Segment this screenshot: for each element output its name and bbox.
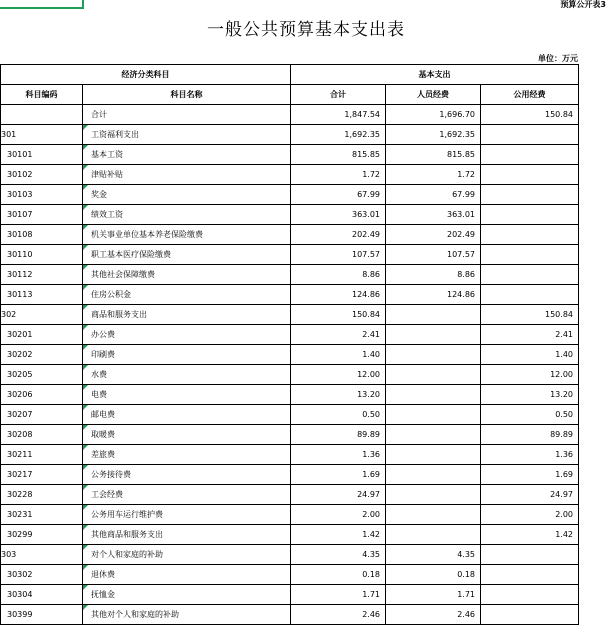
- cell-personnel[interactable]: 1,692.35: [386, 125, 481, 145]
- cell-total[interactable]: 89.89: [291, 425, 386, 445]
- cell-total[interactable]: 4.35: [291, 545, 386, 565]
- cell-total[interactable]: 67.99: [291, 185, 386, 205]
- table-row: [1, 585, 579, 605]
- table-row: [1, 265, 579, 285]
- cell-code[interactable]: 30231: [1, 505, 83, 525]
- cell-personnel[interactable]: 1.71: [386, 585, 481, 605]
- cell-code[interactable]: 30206: [1, 385, 83, 405]
- cell-personnel[interactable]: 124.86: [386, 285, 481, 305]
- sheet-tab-edge: [82, 0, 84, 9]
- cell-name[interactable]: 职工基本医疗保险缴费: [83, 245, 291, 265]
- cell-code[interactable]: 30110: [1, 245, 83, 265]
- cell-personnel[interactable]: 1.72: [386, 165, 481, 185]
- table-row: [1, 245, 579, 265]
- cell-name[interactable]: 电费: [83, 385, 291, 405]
- cell-public[interactable]: [481, 125, 579, 145]
- cell-name[interactable]: 邮电费: [83, 405, 291, 425]
- cell-public[interactable]: [481, 205, 579, 225]
- cell-code[interactable]: 30113: [1, 285, 83, 305]
- cell-name[interactable]: 工资福利支出: [83, 125, 291, 145]
- table-row: [1, 605, 579, 625]
- cell-name[interactable]: 水费: [83, 365, 291, 385]
- cell-name[interactable]: 办公费: [83, 325, 291, 345]
- cell-total[interactable]: 150.84: [291, 305, 386, 325]
- cell-name[interactable]: 奖金: [83, 185, 291, 205]
- cell-name[interactable]: 基本工资: [83, 145, 291, 165]
- cell-total[interactable]: 363.01: [291, 205, 386, 225]
- cell-total[interactable]: 107.57: [291, 245, 386, 265]
- cell-public[interactable]: 89.89: [481, 425, 579, 445]
- cell-name[interactable]: 住房公积金: [83, 285, 291, 305]
- cell-total[interactable]: 202.49: [291, 225, 386, 245]
- cell-personnel[interactable]: [386, 385, 481, 405]
- cell-name[interactable]: 合计: [83, 105, 291, 125]
- table-row: [1, 225, 579, 245]
- cell-public[interactable]: [481, 245, 579, 265]
- cell-name[interactable]: 取暖费: [83, 425, 291, 445]
- cell-code[interactable]: 30103: [1, 185, 83, 205]
- cell-personnel[interactable]: [386, 465, 481, 485]
- cell-total[interactable]: 1.36: [291, 445, 386, 465]
- cell-personnel[interactable]: 8.86: [386, 265, 481, 285]
- table-row: [1, 505, 579, 525]
- table-body: [1, 105, 579, 625]
- cell-public[interactable]: 1.69: [481, 465, 579, 485]
- sheet-tab-indicator: [0, 7, 82, 9]
- header-row-columns: [1, 85, 579, 105]
- unit-label: 单位：万元: [538, 54, 578, 63]
- cell-public[interactable]: 24.97: [481, 485, 579, 505]
- cell-total[interactable]: 1,692.35: [291, 125, 386, 145]
- cell-total[interactable]: 1.40: [291, 345, 386, 365]
- table-row: [1, 125, 579, 145]
- table-row: [1, 545, 579, 565]
- table-row: [1, 565, 579, 585]
- cell-code[interactable]: 30302: [1, 565, 83, 585]
- table-row: [1, 165, 579, 185]
- cell-public[interactable]: [481, 285, 579, 305]
- table-row: [1, 465, 579, 485]
- cell-total[interactable]: 0.50: [291, 405, 386, 425]
- cell-personnel[interactable]: [386, 305, 481, 325]
- cell-code[interactable]: 302: [1, 305, 83, 325]
- header-econ-class: 经济分类科目: [1, 65, 291, 85]
- cell-personnel[interactable]: 815.85: [386, 145, 481, 165]
- cell-name[interactable]: 其他对个人和家庭的补助: [83, 605, 291, 625]
- cell-total[interactable]: 815.85: [291, 145, 386, 165]
- cell-personnel[interactable]: 4.35: [386, 545, 481, 565]
- header-total: 合计: [291, 85, 386, 105]
- cell-personnel[interactable]: [386, 345, 481, 365]
- cell-code[interactable]: 30201: [1, 325, 83, 345]
- table-row: [1, 525, 579, 545]
- header-row-group: [1, 65, 579, 85]
- cell-total[interactable]: 2.46: [291, 605, 386, 625]
- cell-name[interactable]: 绩效工资: [83, 205, 291, 225]
- cell-personnel[interactable]: [386, 525, 481, 545]
- cell-public[interactable]: 1.36: [481, 445, 579, 465]
- table-row: [1, 485, 579, 505]
- cell-public[interactable]: 2.00: [481, 505, 579, 525]
- cell-public[interactable]: [481, 545, 579, 565]
- cell-public[interactable]: [481, 225, 579, 245]
- cell-code[interactable]: 30101: [1, 145, 83, 165]
- table-row: [1, 105, 579, 125]
- table-row: [1, 205, 579, 225]
- cell-public[interactable]: 150.84: [481, 105, 579, 125]
- cell-total[interactable]: 1.69: [291, 465, 386, 485]
- table-row: [1, 365, 579, 385]
- cell-name[interactable]: 商品和服务支出: [83, 305, 291, 325]
- cell-code[interactable]: 303: [1, 545, 83, 565]
- cell-code[interactable]: 30102: [1, 165, 83, 185]
- cell-public[interactable]: 2.41: [481, 325, 579, 345]
- cell-name[interactable]: 津贴补贴: [83, 165, 291, 185]
- cell-personnel[interactable]: [386, 485, 481, 505]
- cell-code[interactable]: 30228: [1, 485, 83, 505]
- cell-personnel[interactable]: 107.57: [386, 245, 481, 265]
- cell-public[interactable]: 13.20: [481, 385, 579, 405]
- budget-table: [0, 64, 579, 625]
- cell-total[interactable]: 1,847.54: [291, 105, 386, 125]
- cell-total[interactable]: 24.97: [291, 485, 386, 505]
- cell-total[interactable]: 2.00: [291, 505, 386, 525]
- cell-code[interactable]: 30112: [1, 265, 83, 285]
- cell-name[interactable]: 机关事业单位基本养老保险缴费: [83, 225, 291, 245]
- table-row: [1, 385, 579, 405]
- cell-code[interactable]: 30108: [1, 225, 83, 245]
- header-name: 科目名称: [83, 85, 291, 105]
- cell-code[interactable]: 30205: [1, 365, 83, 385]
- cell-name[interactable]: 其他社会保障缴费: [83, 265, 291, 285]
- cell-public[interactable]: 1.42: [481, 525, 579, 545]
- cell-total[interactable]: 0.18: [291, 565, 386, 585]
- header-basic-expenditure: 基本支出: [291, 65, 579, 85]
- page-title: 一般公共预算基本支出表: [207, 20, 405, 40]
- cell-name[interactable]: 差旅费: [83, 445, 291, 465]
- table-row: [1, 185, 579, 205]
- table-row: [1, 405, 579, 425]
- cell-total[interactable]: 124.86: [291, 285, 386, 305]
- cell-code[interactable]: 30299: [1, 525, 83, 545]
- cell-personnel[interactable]: 2.46: [386, 605, 481, 625]
- cell-code[interactable]: [1, 105, 83, 125]
- cell-personnel[interactable]: 0.18: [386, 565, 481, 585]
- cell-name[interactable]: 公务用车运行维护费: [83, 505, 291, 525]
- cell-name[interactable]: 对个人和家庭的补助: [83, 545, 291, 565]
- cell-public[interactable]: 12.00: [481, 365, 579, 385]
- cell-public[interactable]: [481, 265, 579, 285]
- table-row: [1, 425, 579, 445]
- cell-public[interactable]: 1.40: [481, 345, 579, 365]
- cell-code[interactable]: 30211: [1, 445, 83, 465]
- cell-code[interactable]: 30208: [1, 425, 83, 445]
- cell-public[interactable]: [481, 145, 579, 165]
- table-row: [1, 305, 579, 325]
- cell-name[interactable]: 工会经费: [83, 485, 291, 505]
- cell-personnel[interactable]: 1,696.70: [386, 105, 481, 125]
- cell-total[interactable]: 1.71: [291, 585, 386, 605]
- cell-code[interactable]: 30399: [1, 605, 83, 625]
- cell-code[interactable]: 30107: [1, 205, 83, 225]
- cell-code[interactable]: 30217: [1, 465, 83, 485]
- cell-code[interactable]: 30207: [1, 405, 83, 425]
- cell-name[interactable]: 退休费: [83, 565, 291, 585]
- table-row: [1, 445, 579, 465]
- cell-personnel[interactable]: 202.49: [386, 225, 481, 245]
- cell-personnel[interactable]: [386, 325, 481, 345]
- table-row: [1, 345, 579, 365]
- cell-public[interactable]: [481, 185, 579, 205]
- cell-personnel[interactable]: [386, 505, 481, 525]
- cell-name[interactable]: 其他商品和服务支出: [83, 525, 291, 545]
- cell-personnel[interactable]: 67.99: [386, 185, 481, 205]
- cell-code[interactable]: 301: [1, 125, 83, 145]
- cell-public[interactable]: [481, 585, 579, 605]
- cell-total[interactable]: 1.42: [291, 525, 386, 545]
- cell-total[interactable]: 13.20: [291, 385, 386, 405]
- cell-public[interactable]: [481, 565, 579, 585]
- table-row: [1, 285, 579, 305]
- form-number: 预算公开表3: [560, 0, 606, 9]
- cell-code[interactable]: 30304: [1, 585, 83, 605]
- header-code: 科目编码: [1, 85, 83, 105]
- cell-public[interactable]: [481, 165, 579, 185]
- cell-total[interactable]: 2.41: [291, 325, 386, 345]
- table-row: [1, 325, 579, 345]
- cell-personnel[interactable]: 363.01: [386, 205, 481, 225]
- table-row: [1, 145, 579, 165]
- cell-public[interactable]: 0.50: [481, 405, 579, 425]
- cell-name[interactable]: 公务接待费: [83, 465, 291, 485]
- cell-personnel[interactable]: [386, 445, 481, 465]
- cell-name[interactable]: 印刷费: [83, 345, 291, 365]
- header-public: 公用经费: [481, 85, 579, 105]
- cell-total[interactable]: 8.86: [291, 265, 386, 285]
- cell-total[interactable]: 1.72: [291, 165, 386, 185]
- cell-personnel[interactable]: [386, 365, 481, 385]
- cell-public[interactable]: [481, 605, 579, 625]
- header-personnel: 人员经费: [386, 85, 481, 105]
- cell-name[interactable]: 抚恤金: [83, 585, 291, 605]
- cell-personnel[interactable]: [386, 405, 481, 425]
- cell-personnel[interactable]: [386, 425, 481, 445]
- cell-public[interactable]: 150.84: [481, 305, 579, 325]
- cell-total[interactable]: 12.00: [291, 365, 386, 385]
- cell-code[interactable]: 30202: [1, 345, 83, 365]
